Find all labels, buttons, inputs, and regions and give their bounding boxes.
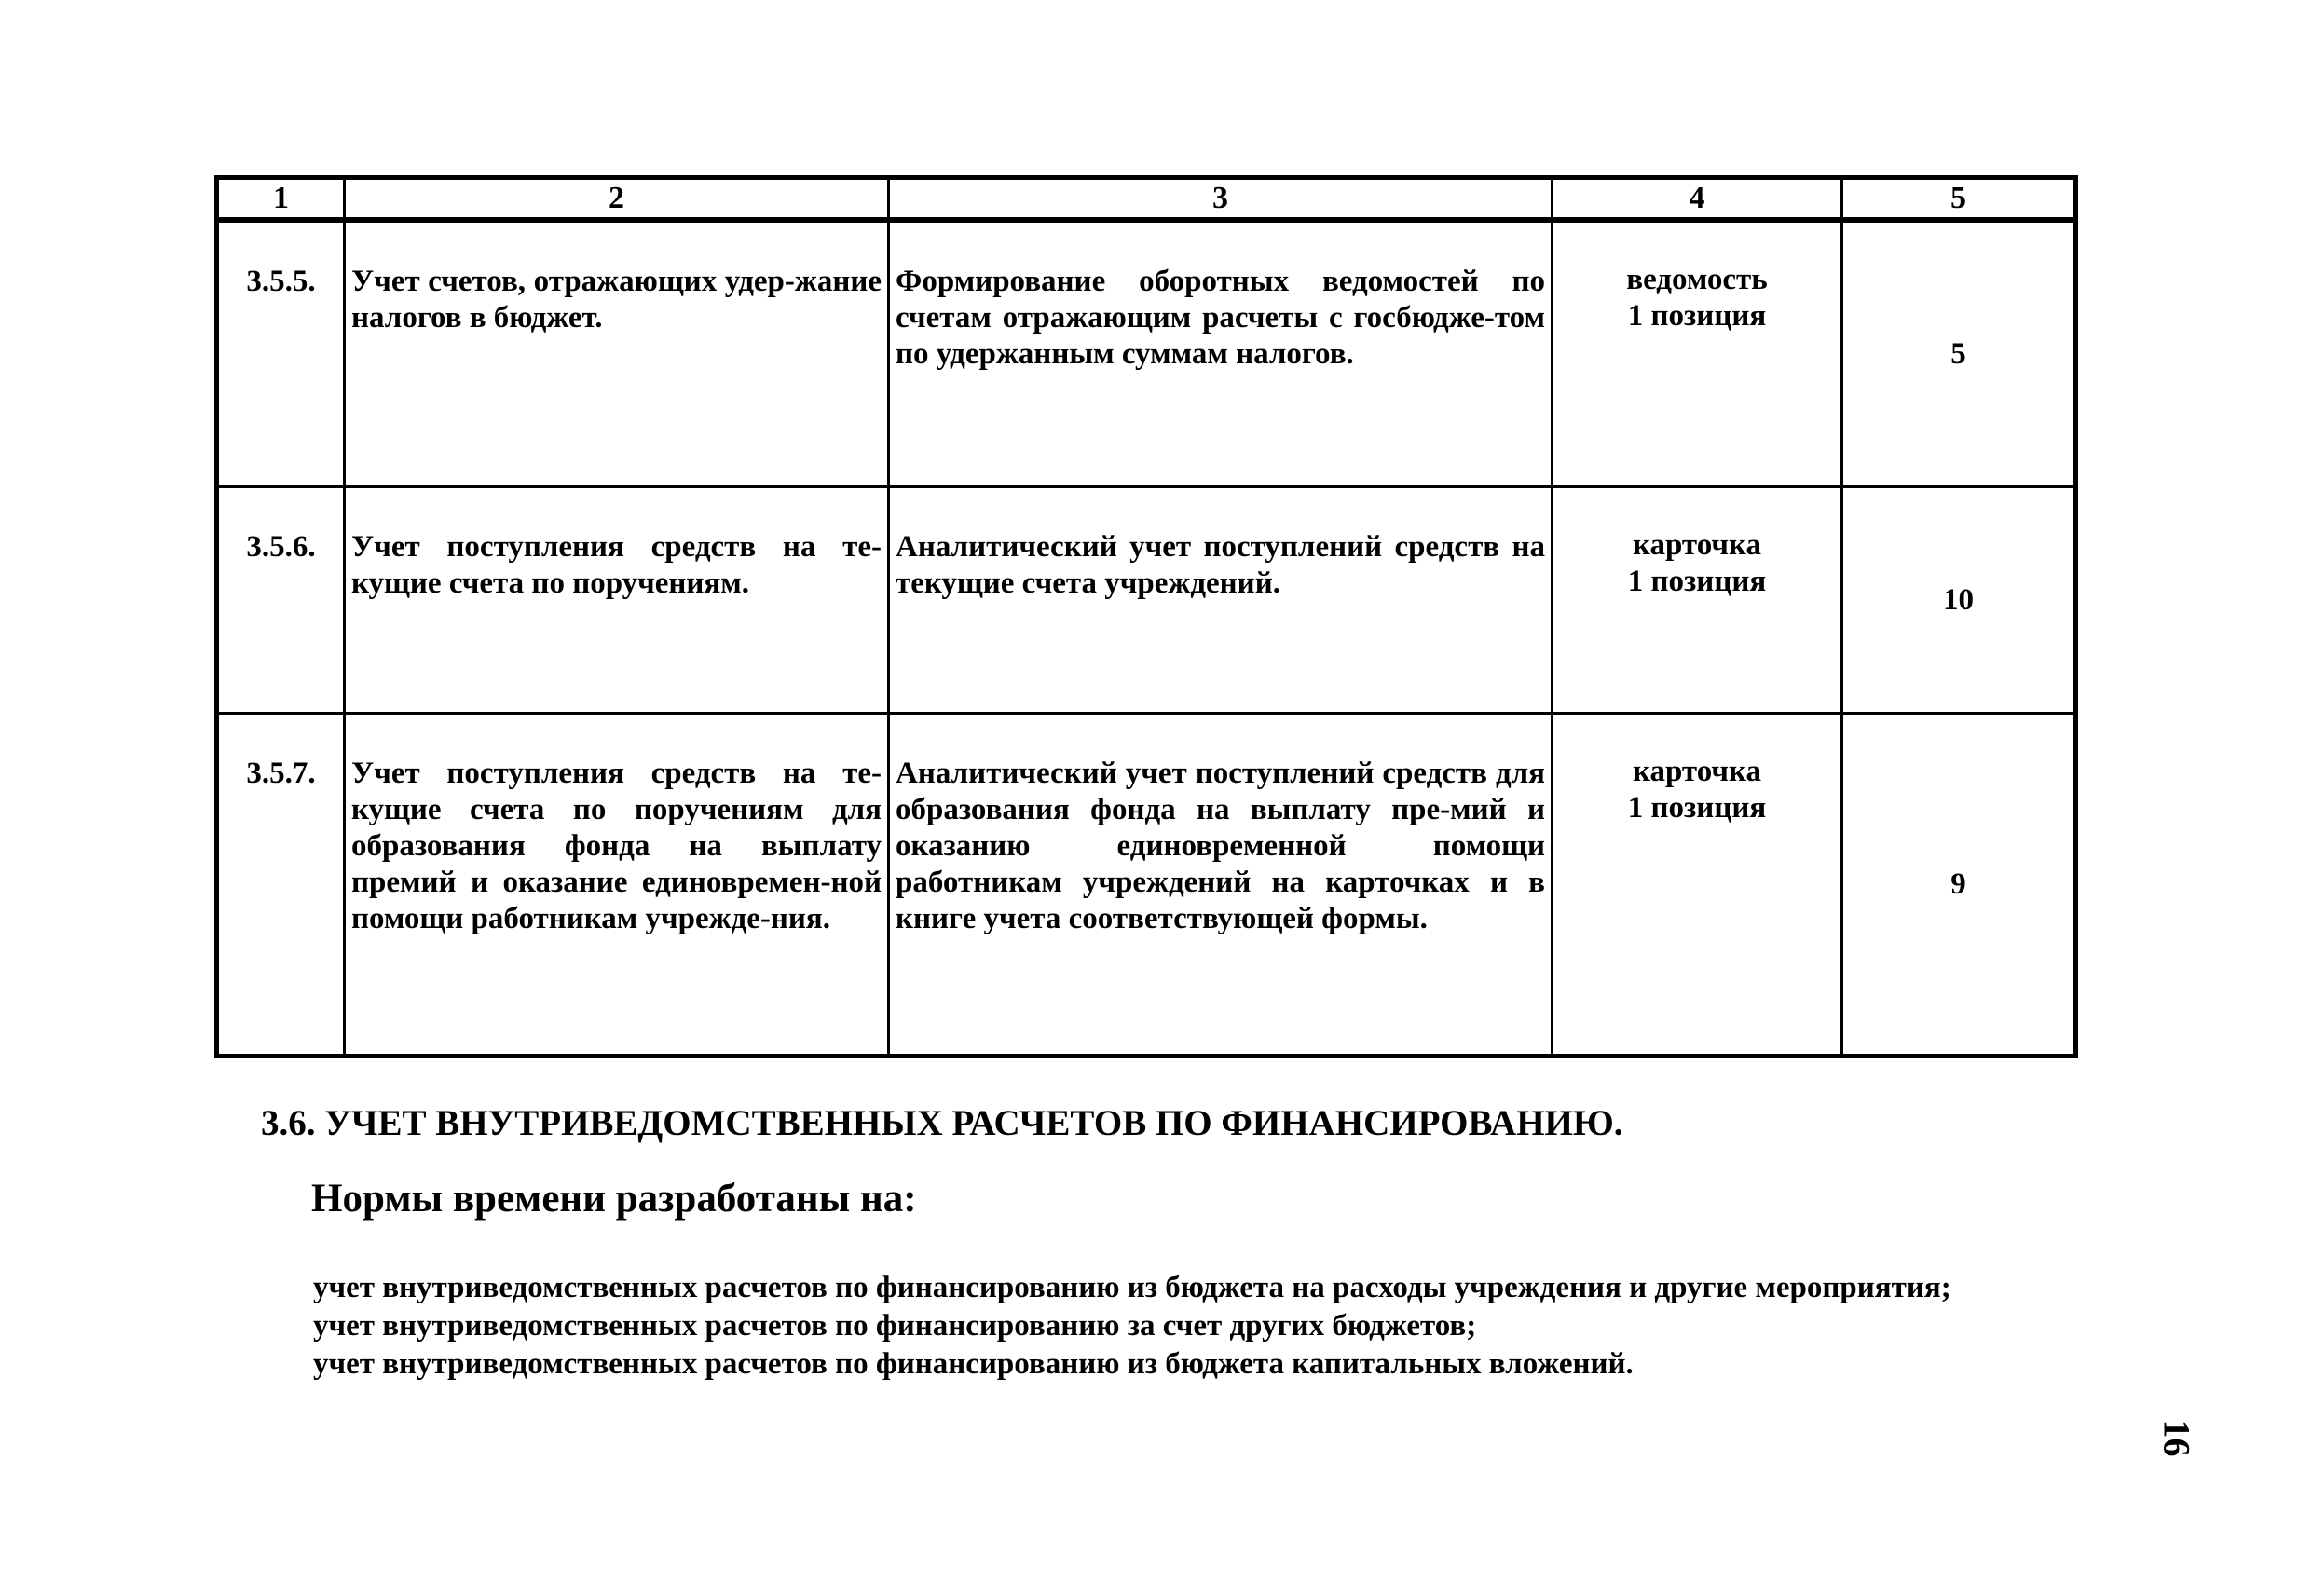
unit-name: карточка [1633, 755, 1761, 788]
table-row [217, 487, 2076, 714]
section-heading: 3.6. УЧЕТ ВНУТРИВЕДОМСТВЕННЫХ РАСЧЕТОВ ПО ФИНАНСИРОВАНИЮ. [261, 1103, 1623, 1143]
table-row [217, 714, 2076, 1057]
work-name: Учет поступления средств на те-кущие счета по поручениям для образования фонда на выплату премий и оказание единовремен-ной помощи работникам учрежде-ния. [345, 714, 889, 1057]
work-content: Аналитический учет поступлений средств для образования фонда на выплату пре-мий и оказанию единовременной помощи работникам учреждений на карточках и в книге учета соответствующей формы. [889, 714, 1553, 1057]
row-number: 3.5.7. [217, 714, 345, 1057]
measure-unit [1553, 714, 1842, 1057]
time-norms-table [214, 175, 2078, 1058]
table-row [217, 220, 2076, 487]
time-norm: 10 [1842, 487, 2076, 714]
work-name: Учет поступления средств на те-кущие счета по поручениям. [345, 487, 889, 714]
column-header-1: 1 [217, 178, 345, 221]
row-number: 3.5.6. [217, 487, 345, 714]
list-item: учет внутриведомственных расчетов по финансированию из бюджета капитальных вложений. [313, 1347, 1634, 1381]
unit-detail: 1 позиция [1627, 791, 1767, 825]
work-content: Аналитический учет поступлений средств на текущие счета учреждений. [889, 487, 1553, 714]
work-content: Формирование оборотных ведомостей по счетам отражающим расчеты с госбюдже-том по удержанным суммам налогов. [889, 220, 1553, 487]
basis-list [313, 1269, 1951, 1384]
column-header-5: 5 [1842, 178, 2076, 221]
measure-unit [1553, 487, 1842, 714]
time-norm: 5 [1842, 220, 2076, 487]
unit-detail: 1 позиция [1627, 565, 1767, 598]
list-item: учет внутриведомственных расчетов по финансированию за счет других бюджетов; [313, 1309, 1477, 1343]
column-header-3: 3 [889, 178, 1553, 221]
page-number: 16 [2155, 1419, 2198, 1457]
table-header-row [217, 178, 2076, 221]
time-norm: 9 [1842, 714, 2076, 1057]
unit-name: карточка [1633, 528, 1761, 562]
unit-detail: 1 позиция [1627, 299, 1767, 333]
work-name: Учет счетов, отражающих удер-жание налогов в бюджет. [345, 220, 889, 487]
measure-unit [1553, 220, 1842, 487]
column-header-4: 4 [1553, 178, 1842, 221]
section-subheading: Нормы времени разработаны на: [311, 1177, 917, 1221]
row-number: 3.5.5. [217, 220, 345, 487]
unit-name: ведомость [1626, 263, 1768, 296]
column-header-2: 2 [345, 178, 889, 221]
list-item: учет внутриведомственных расчетов по финансированию из бюджета на расходы учреждения и другие мероприятия; [313, 1271, 1951, 1304]
